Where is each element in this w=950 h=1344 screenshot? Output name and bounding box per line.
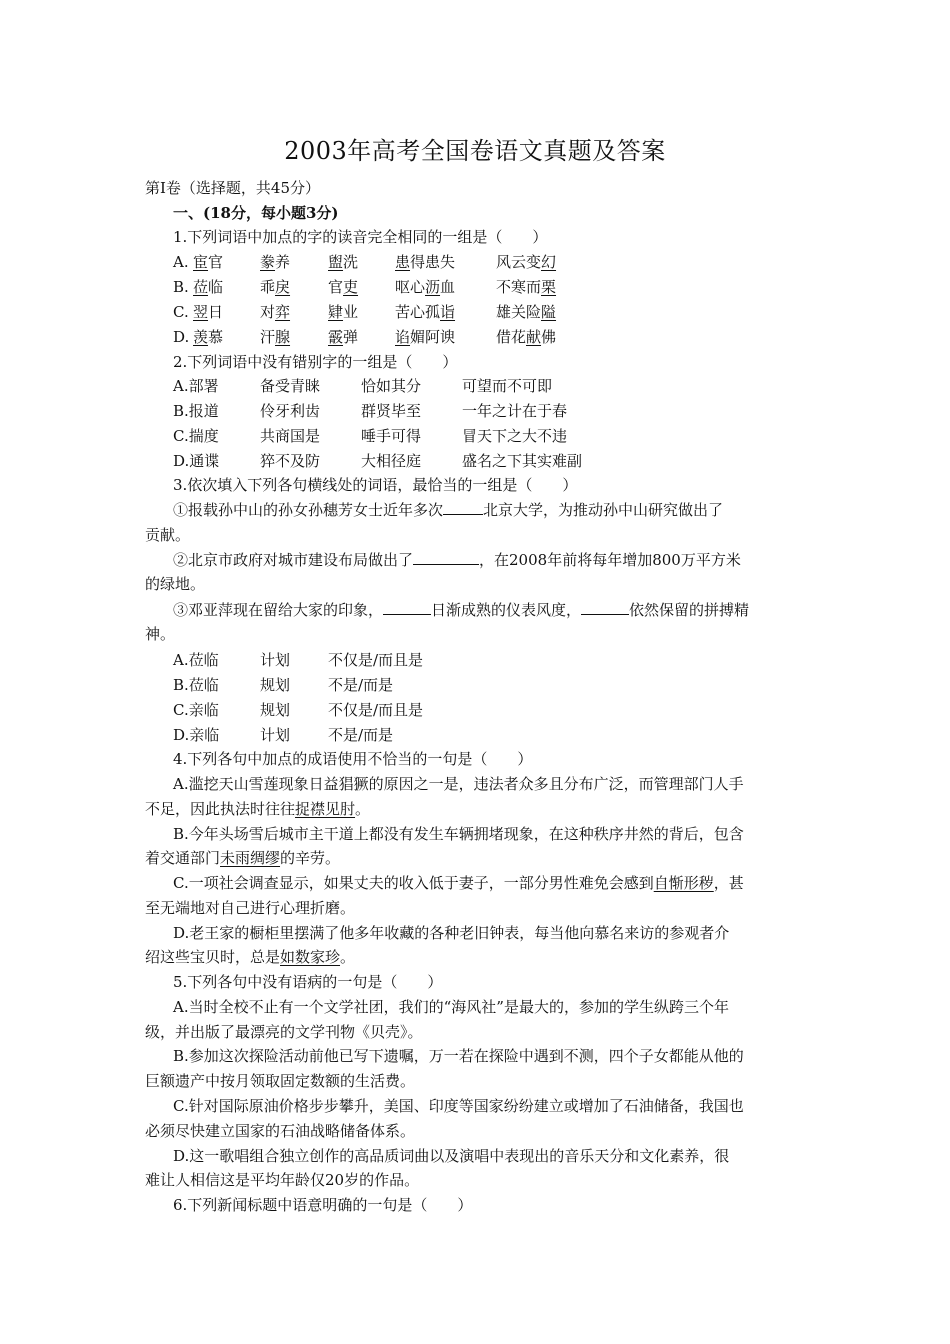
q4-option-c-cont: 至无端地对自己进行心理折磨。 (145, 899, 356, 917)
option-col-3: 群贤毕至 (361, 402, 422, 420)
option-col-4: 一年之计在于春 (462, 402, 568, 420)
q3-sentence-2: ②北京市政府对城市建设布局做出了 ，在2008年前将每年增加800万平方米 (173, 551, 741, 569)
fill-blank (443, 500, 483, 515)
option-label: C. (173, 303, 189, 321)
word-1: 羡慕 (193, 328, 224, 346)
q5-stem: 5.下列各句中没有语病的一句是（ ） (173, 973, 443, 991)
option-label: A. (173, 253, 189, 271)
q4-option-d: D.老王家的橱柜里摆满了他多年收藏的各种老旧钟表，每当他向慕名来访的参观者介 (173, 924, 730, 942)
q4-option-b: B.今年头场雪后城市主干道上都没有发生车辆拥堵现象，在这种秩序井然的背后，包含 (173, 825, 744, 843)
option-label: B. (173, 278, 189, 296)
word-3: 肄业 (328, 303, 359, 321)
option-col-1: B.莅临 (173, 676, 219, 694)
option-col-2: 规划 (260, 676, 291, 694)
option-label: D. (173, 328, 190, 346)
q6-stem: 6.下列新闻标题中语意明确的一句是（ ） (173, 1196, 473, 1214)
word-1: 莅临 (193, 278, 224, 296)
idiom: 如数家珍 (280, 948, 341, 966)
idiom: 自惭形秽 (653, 874, 714, 892)
q3-sentence-3: ③邓亚萍现在留给大家的印象， 日渐成熟的仪表风度， 依然保留的拼搏精 (173, 601, 750, 619)
option-col-1: D.亲临 (173, 726, 220, 744)
word-1: 翌日 (193, 303, 224, 321)
option-col-3: 不仅是/而且是 (328, 651, 424, 669)
option-col-1: A.莅临 (173, 651, 219, 669)
option-col-1: C.亲临 (173, 701, 219, 719)
option-col-3: 不是/而是 (328, 676, 394, 694)
option-col-2: 备受青睐 (260, 377, 321, 395)
q4-option-a: A.滥挖天山雪莲现象日益猖獗的原因之一是，违法者众多且分布广泛，而管理部门人手 (173, 775, 744, 793)
q5-option-b-cont: 巨额遗产中按月领取固定数额的生活费。 (145, 1072, 416, 1090)
q4-option-a-cont: 不足，因此执法时往往捉襟见肘。 (145, 800, 371, 818)
word-2: 对弈 (260, 303, 291, 321)
option-col-3: 不是/而是 (328, 726, 394, 744)
option-col-2: 猝不及防 (260, 452, 321, 470)
word-5: 不寒而栗 (496, 278, 557, 296)
q2-stem: 2.下列词语中没有错别字的一组是（ ） (173, 353, 458, 371)
q3-sentence-2-cont: 的绿地。 (145, 575, 206, 593)
option-col-3: 唾手可得 (361, 427, 422, 445)
word-4: 呕心沥血 (395, 278, 456, 296)
idiom: 捉襟见肘 (295, 800, 356, 818)
option-col-3: 大相径庭 (361, 452, 422, 470)
option-col-4: 冒天下之大不违 (462, 427, 568, 445)
word-5: 借花献佛 (496, 328, 557, 346)
word-1: 宦官 (193, 253, 224, 271)
word-5: 风云变幻 (496, 253, 557, 271)
q3-sentence-3-cont: 神。 (145, 625, 176, 643)
fill-blank (383, 600, 431, 615)
q4-option-d-cont: 绍这些宝贝时，总是如数家珍。 (145, 948, 356, 966)
q5-option-a: A.当时全校不止有一个文学社团，我们的“海风社”是最大的，参加的学生纵跨三个年 (173, 998, 729, 1016)
word-3: 官吏 (328, 278, 359, 296)
option-col-1: B.报道 (173, 402, 219, 420)
option-col-2: 伶牙利齿 (260, 402, 321, 420)
word-2: 乖戾 (260, 278, 291, 296)
q4-option-c: C.一项社会调查显示，如果丈夫的收入低于妻子，一部分男性难免会感到自惭形秽，甚 (173, 874, 744, 892)
word-4: 苦心孤诣 (395, 303, 456, 321)
q5-option-c-cont: 必须尽快建立国家的石油战略储备体系。 (145, 1122, 416, 1140)
q4-stem: 4.下列各句中加点的成语使用不恰当的一句是（ ） (173, 750, 533, 768)
q5-option-c: C.针对国际原油价格步步攀升，美国、印度等国家纷纷建立或增加了石油储备，我国也 (173, 1097, 744, 1115)
option-col-3: 恰如其分 (361, 377, 422, 395)
q5-option-d-cont: 难让人相信这是平均年龄仅20岁的作品。 (145, 1171, 420, 1189)
word-3: 霰弹 (328, 328, 359, 346)
option-col-1: C.揣度 (173, 427, 219, 445)
word-2: 豢养 (260, 253, 291, 271)
option-col-4: 盛名之下其实难副 (462, 452, 583, 470)
section-heading: 一、(18分，每小题3分) (173, 204, 339, 222)
q3-sentence-1-cont: 贡献。 (145, 526, 191, 544)
q1-stem: 1.下列词语中加点的字的读音完全相同的一组是（ ） (173, 228, 548, 246)
word-4: 患得患失 (395, 253, 456, 271)
option-col-3: 不仅是/而且是 (328, 701, 424, 719)
option-col-2: 规划 (260, 701, 291, 719)
option-col-2: 计划 (260, 726, 291, 744)
q3-sentence-1: ①报载孙中山的孙女孙穗芳女士近年多次 北京大学，为推动孙中山研究做出了 (173, 501, 724, 519)
idiom: 未雨绸缪 (220, 849, 281, 867)
word-3: 盥洗 (328, 253, 359, 271)
word-2: 汗腺 (260, 328, 291, 346)
q5-option-d: D.这一歌唱组合独立创作的高品质词曲以及演唱中表现出的音乐天分和文化素养，很 (173, 1147, 730, 1165)
option-col-4: 可望而不可即 (462, 377, 553, 395)
option-col-2: 计划 (260, 651, 291, 669)
fill-blank (413, 550, 479, 565)
q3-stem: 3.依次填入下列各句横线处的词语，最恰当的一组是（ ） (173, 476, 578, 494)
q5-option-a-cont: 级，并出版了最漂亮的文学刊物《贝壳》。 (145, 1023, 423, 1041)
q4-option-b-cont: 着交通部门未雨绸缪的辛劳。 (145, 849, 341, 867)
q5-option-b: B.参加这次探险活动前他已写下遗嘱，万一若在探险中遇到不测，四个子女都能从他的 (173, 1047, 744, 1065)
word-5: 雄关险隘 (496, 303, 557, 321)
fill-blank (581, 600, 629, 615)
option-col-2: 共商国是 (260, 427, 321, 445)
part-heading: 第Ⅰ卷（选择题，共45分） (145, 179, 321, 197)
page-title: 2003年高考全国卷语文真题及答案 (284, 137, 666, 165)
option-col-1: A.部署 (173, 377, 219, 395)
word-4: 谄媚阿谀 (395, 328, 456, 346)
option-col-1: D.通谍 (173, 452, 220, 470)
